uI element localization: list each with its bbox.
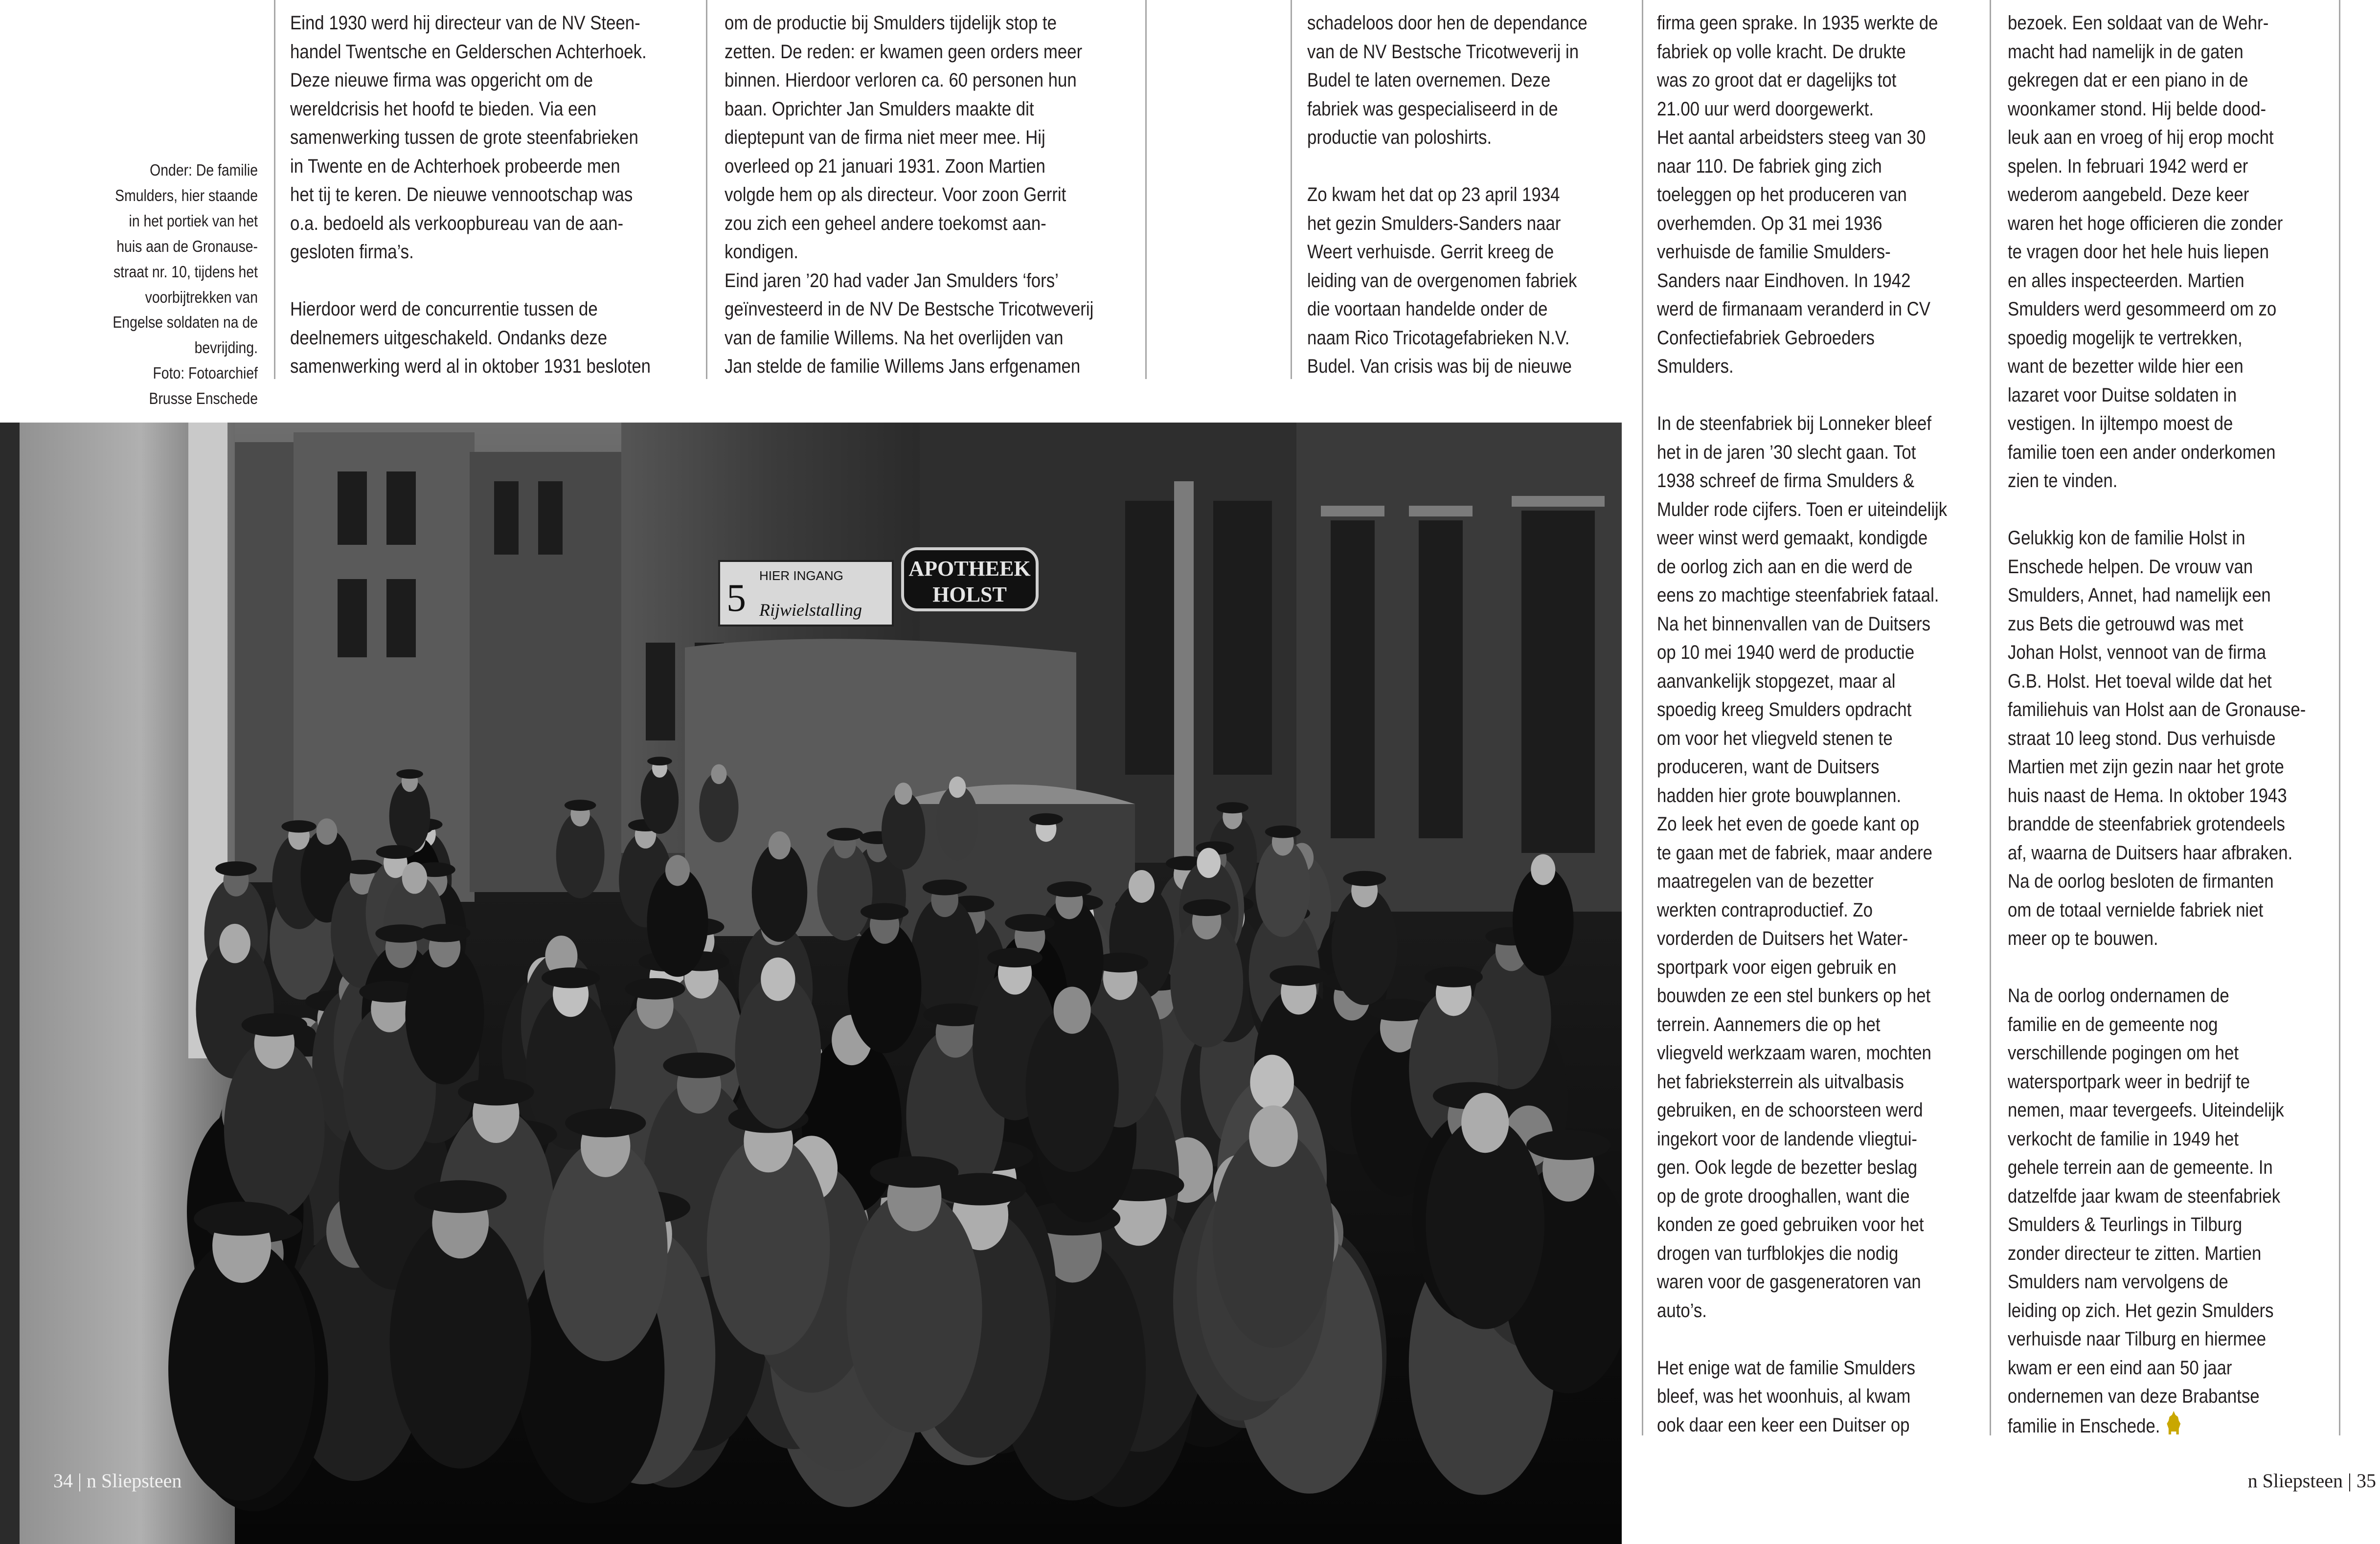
- person-head: [769, 831, 791, 859]
- text-line: straat 10 leeg stond. Dus verhuisde: [2008, 727, 2276, 749]
- hat: [1217, 802, 1248, 813]
- hat: [1029, 813, 1063, 825]
- person-head: [895, 783, 912, 805]
- text-line: ondernemen van deze Brabantse: [2008, 1386, 2260, 1407]
- text-line: vestigen. In ijltempo moest de: [2008, 413, 2233, 434]
- text-line: dieptepunt van de firma niet meer mee. Hij: [725, 127, 1045, 148]
- text-line: familie toen een ander onderkomen: [2008, 441, 2276, 463]
- person-head: [219, 924, 250, 963]
- hat: [565, 1109, 646, 1138]
- text-column-4: [1657, 9, 2048, 1439]
- text-line: het tij te keren. De nieuwe vennootschap was: [290, 184, 633, 205]
- text-line: leiding van de overgenomen fabriek: [1307, 269, 1577, 291]
- text-line: zetten. De reden: er kwamen geen orders meer: [725, 41, 1083, 63]
- bike-sign-main: Rijwielstalling: [759, 600, 862, 620]
- text-line: op 10 mei 1940 werd de productie: [1657, 642, 1915, 663]
- person-head: [1250, 1055, 1294, 1110]
- text-line: gesloten firma’s.: [290, 241, 414, 263]
- text-line: gen. Ook legde de bezetter beslag: [1657, 1157, 1918, 1178]
- text-line: familiehuis van Holst aan de Gronause-: [2008, 699, 2306, 720]
- caption-line: voorbijtrekken van: [145, 288, 258, 306]
- person-head: [1531, 854, 1555, 885]
- caption-line: Onder: De familie: [150, 161, 258, 179]
- text-line: naam Rico Tricotagefabrieken N.V.: [1307, 327, 1570, 349]
- text-line: konden ze goed gebruiken voor het: [1657, 1214, 1924, 1235]
- hat: [194, 1202, 290, 1236]
- text-line: waren het hoge officieren die zonder: [2008, 212, 2283, 234]
- text-line: om de productie bij Smulders tijdelijk stop te: [725, 12, 1057, 34]
- text-line: nemen, maar tevergeefs. Uiteindelijk: [2008, 1099, 2284, 1121]
- person-head: [1197, 848, 1221, 878]
- folio-left: 34 | n Sliepsteen: [53, 1470, 182, 1492]
- text-line: Mulder rode cijfers. Toen er uiteindelijk: [1657, 498, 1948, 520]
- text-line: baan. Oprichter Jan Smulders maakte dit: [725, 98, 1034, 120]
- text-line: Na de oorlog besloten de firmanten: [2008, 871, 2274, 892]
- text-line: het fabrieksterrein als uitvalbasis: [1657, 1071, 1904, 1093]
- text-line: macht had namelijk in de gaten: [2008, 41, 2244, 63]
- text-line: het in de jaren ’30 slecht gaan. Tot: [1657, 441, 1916, 463]
- text-line: zou zich een geheel andere toekomst aan-: [725, 212, 1046, 234]
- text-line: lazaret voor Duitse soldaten in: [2008, 384, 2237, 406]
- text-line: kondigen.: [725, 241, 798, 263]
- hat: [647, 757, 672, 765]
- street-crowd-photo: [0, 423, 1622, 1544]
- text-line: Smulders.: [1657, 356, 1734, 377]
- text-line-content: familie in Enschede.: [2008, 1415, 2160, 1437]
- person-head: [665, 855, 690, 886]
- text-line: G.B. Holst. Het toeval wilde dat het: [2008, 670, 2272, 692]
- text-line: kwam er een eind aan 50 jaar: [2008, 1357, 2232, 1379]
- text-line: Smulders & Teurlings in Tilburg: [2008, 1214, 2243, 1235]
- hat: [419, 924, 470, 942]
- hat: [923, 879, 967, 895]
- text-line: o.a. bedoeld als verkoopbureau van de aan-: [290, 212, 624, 234]
- text-line: leuk aan en vroeg of hij erop mocht: [2008, 127, 2274, 148]
- text-line: gebruiken, en de schoorsteen werd: [1657, 1099, 1923, 1121]
- hat: [376, 845, 415, 859]
- text-line: om voor het vliegveld stenen te: [1657, 727, 1893, 749]
- text-line: Confectiefabriek Gebroeders: [1657, 327, 1875, 349]
- text-line: samenwerking werd al in oktober 1931 besloten: [290, 356, 651, 377]
- person-head: [1054, 987, 1091, 1034]
- hat: [1343, 871, 1386, 886]
- bike-sign-number: 5: [726, 577, 746, 620]
- text-line: meer op te bouwen.: [2008, 928, 2158, 949]
- text-line: waren voor de gasgeneratoren van: [1657, 1271, 1921, 1293]
- text-line: huis naast de Hema. In oktober 1943: [2008, 784, 2287, 806]
- hat: [861, 903, 908, 920]
- hat: [870, 1156, 958, 1187]
- hat: [414, 1180, 507, 1213]
- hat: [1425, 966, 1483, 987]
- text-column-2: [725, 9, 1204, 381]
- text-line: geïnvesteerd in de NV De Bestsche Tricotweverij: [725, 298, 1094, 320]
- pharmacy-sign-line1: APOTHEEK: [908, 557, 1031, 581]
- text-line: Eind 1930 werd hij directeur van de NV Steen-: [290, 12, 640, 34]
- caption-line: Smulders, hier staande: [115, 186, 258, 204]
- text-line: Smulders nam vervolgens de: [2008, 1271, 2228, 1293]
- text-column-3: [1307, 9, 1689, 381]
- text-line: verhuisde de familie Smulders-: [1657, 241, 1891, 263]
- text-line: Zo kwam het dat op 23 april 1934: [1307, 184, 1560, 205]
- text-line: eens zo machtige steenfabriek fataal.: [1657, 584, 1939, 606]
- caption-line: Brusse Enschede: [149, 389, 258, 408]
- hat: [625, 978, 685, 1000]
- text-line: datzelfde jaar kwam de steenfabriek: [2008, 1185, 2281, 1207]
- text-line: terrein. Aannemers die op het: [1657, 1013, 1881, 1035]
- text-line: verhuisde naar Tilburg en hiermee: [2008, 1328, 2267, 1350]
- text-line: deelnemers uitgeschakeld. Ondanks deze: [290, 327, 608, 349]
- text-line: spoedig mogelijk te vertrekken,: [2008, 327, 2243, 349]
- text-line: drogen van turfblokjes die nodig: [1657, 1242, 1899, 1264]
- text-line: zonder directeur te zitten. Martien: [2008, 1242, 2262, 1264]
- lantern-tower-icon: [2165, 1411, 2182, 1434]
- text-line: 1938 schreef de firma Smulders &: [1657, 470, 1915, 492]
- hat: [1047, 881, 1091, 897]
- text-line: [2008, 495, 2331, 524]
- text-line: om de totaal vernielde fabriek niet: [2008, 899, 2264, 921]
- text-line: op de grote drooghallen, want die: [1657, 1185, 1910, 1207]
- text-line: 21.00 uur werd doorgewerkt.: [1657, 98, 1874, 120]
- text-line: af, waarna de Duitsers haar afbraken.: [2008, 842, 2293, 864]
- hat: [1183, 899, 1230, 916]
- text-line: binnen. Hierdoor verloren ca. 60 personen hun: [725, 69, 1077, 91]
- text-line: verkocht de familie in 1949 het: [2008, 1128, 2239, 1150]
- text-line: toeleggen op het produceren van: [1657, 184, 1907, 205]
- hat: [1526, 1130, 1611, 1160]
- text-line: sportpark voor eigen gebruik en: [1657, 956, 1897, 978]
- text-line: Enschede helpen. De vrouw van: [2008, 556, 2253, 578]
- caption-line: Engelse soldaten na de: [113, 313, 258, 332]
- text-line: watersportpark weer in bedrijf te: [2008, 1071, 2250, 1093]
- text-line: schadeloos door hen de dependance: [1307, 12, 1587, 34]
- caption-line: straat nr. 10, tijdens het: [113, 262, 258, 281]
- folio-right: n Sliepsteen | 35: [2247, 1470, 2376, 1492]
- text-line: Sanders naar Eindhoven. In 1942: [1657, 269, 1911, 291]
- text-line: Budel te laten overnemen. Deze: [1307, 69, 1551, 91]
- text-line: handel Twentsche en Gelderschen Achterhoek.: [290, 41, 647, 63]
- text-line: Johan Holst, vennoot van de firma: [2008, 642, 2267, 663]
- text-line: want de bezetter wilde hier een: [2008, 356, 2244, 377]
- caption-line: huis aan de Gronause-: [116, 237, 258, 255]
- text-line: Het enige wat de familie Smulders: [1657, 1357, 1916, 1379]
- text-line: van de NV Bestsche Tricotweverij in: [1307, 41, 1579, 63]
- text-line: in Twente en de Achterhoek probeerde men: [290, 155, 620, 177]
- text-line: de oorlog zich aan en die werd de: [1657, 556, 1913, 578]
- text-line: samenwerking tussen de grote steenfabrieken: [290, 127, 638, 148]
- street-scene-illustration: [0, 423, 1622, 1544]
- hat: [215, 861, 257, 876]
- caption-line: Foto: Fotoarchief: [153, 364, 258, 382]
- person-head: [1249, 1105, 1298, 1167]
- text-line: Na het binnenvallen van de Duitsers: [1657, 613, 1931, 635]
- pharmacy-sign: [903, 549, 1037, 610]
- person-head: [711, 764, 726, 784]
- text-line: die voortaan handelde onder de: [1307, 298, 1548, 320]
- text-line: [290, 267, 699, 295]
- text-line: werd de firmanaam veranderd in CV: [1657, 298, 1931, 320]
- text-line: ingekort voor de landende vliegtui-: [1657, 1128, 1918, 1150]
- text-line: Jan stelde de familie Willems Jans erfgenamen: [725, 356, 1081, 377]
- text-line: Zo leek het even de goede kant op: [1657, 813, 1919, 835]
- text-line: overhemden. Op 31 mei 1936: [1657, 212, 1882, 234]
- text-line: ook daar een keer een Duitser op: [1657, 1414, 1910, 1436]
- pharmacy-sign-line2: HOLST: [932, 582, 1007, 606]
- text-line: bouwden ze een stel bunkers op het: [1657, 985, 1931, 1007]
- text-line: Martien met zijn gezin naar het grote: [2008, 756, 2284, 778]
- text-line: brandde de steenfabriek grotendeels: [2008, 813, 2285, 835]
- text-line: In de steenfabriek bij Lonneker bleef: [1657, 413, 1932, 434]
- caption-line: in het portiek van het: [129, 211, 258, 230]
- text-column-5: [2008, 9, 2380, 1439]
- hat: [542, 967, 600, 988]
- text-line: van de familie Willems. Na het overlijden van: [725, 327, 1064, 349]
- text-line: Deze nieuwe firma was opgericht om de: [290, 69, 593, 91]
- hat: [987, 948, 1043, 967]
- text-line: te gaan met de fabriek, maar andere: [1657, 842, 1932, 864]
- text-line: gekregen dat er een piano in de: [2008, 69, 2248, 91]
- hat: [1265, 826, 1301, 838]
- hat: [242, 1013, 307, 1037]
- text-line: woonkamer stond. Hij belde dood-: [2008, 98, 2267, 120]
- text-line: volgde hem op als directeur. Voor zoon Gerrit: [725, 184, 1066, 205]
- person-head: [1461, 1093, 1509, 1153]
- caption-line: bevrijding.: [194, 338, 258, 357]
- text-line: aanvankelijk stopgezet, maar al: [1657, 670, 1896, 692]
- text-line: zien te vinden.: [2008, 470, 2118, 492]
- text-line: zus Bets die getrouwd was met: [2008, 613, 2244, 635]
- text-line: fabriek was gespecialiseerd in de: [1307, 98, 1558, 120]
- text-line: leiding op zich. Het gezin Smulders: [2008, 1299, 2274, 1321]
- text-line: Het aantal arbeidsters steeg van 30: [1657, 127, 1926, 148]
- hat: [663, 1052, 735, 1078]
- text-line: naar 110. De fabriek ging zich: [1657, 155, 1882, 177]
- text-column-1: [290, 9, 760, 381]
- hat: [827, 828, 863, 841]
- bike-storage-sign: [719, 561, 893, 626]
- text-line: wereldcrisis het hoofd te bieden. Via een: [290, 98, 597, 120]
- text-line: [2008, 953, 2331, 982]
- text-line: verschillende pogingen om het: [2008, 1042, 2239, 1064]
- hat: [458, 1078, 534, 1105]
- text-line: wederom aangebeld. Deze keer: [2008, 184, 2249, 205]
- text-line: firma geen sprake. In 1935 werkte de: [1657, 12, 1938, 34]
- text-line: Budel. Van crisis was bij de nieuwe: [1307, 356, 1572, 377]
- person-head: [317, 818, 338, 845]
- text-line: het gezin Smulders-Sanders naar: [1307, 212, 1561, 234]
- text-line: te vragen door het hele huis liepen: [2008, 241, 2269, 263]
- text-line: Gelukkig kon de familie Holst in: [2008, 527, 2245, 549]
- person-head: [402, 862, 427, 894]
- text-line: Smulders, Annet, had namelijk een: [2008, 584, 2271, 606]
- text-line: werkten contraproductief. Zo: [1657, 899, 1873, 921]
- person-head: [949, 777, 966, 798]
- text-line: en alles inspecteerden. Martien: [2008, 269, 2244, 291]
- text-line: familie en de gemeente nog: [2008, 1013, 2218, 1035]
- text-line: overleed op 21 januari 1931. Zoon Martien: [725, 155, 1045, 177]
- hat: [396, 769, 423, 779]
- hat: [281, 820, 316, 832]
- text-line: maatregelen van de bezetter: [1657, 871, 1874, 892]
- text-line: weer winst werd gemaakt, kondigde: [1657, 527, 1928, 549]
- text-line: Smulders werd gesommeerd om zo: [2008, 298, 2277, 320]
- column-rule: [1291, 0, 1292, 379]
- photo-caption: [3, 157, 258, 411]
- text-line: Hierdoor werd de concurrentie tussen de: [290, 298, 598, 320]
- bike-sign-small: HIER INGANG: [759, 568, 843, 583]
- person-head: [1129, 870, 1155, 903]
- text-line: auto’s.: [1657, 1299, 1707, 1321]
- text-line: bleef, was het woonhuis, al kwam: [1657, 1386, 1911, 1407]
- hat: [1005, 914, 1055, 932]
- hat: [565, 800, 596, 811]
- text-line: vliegveld werkzaam waren, mochten: [1657, 1042, 1931, 1064]
- column-rule: [274, 0, 275, 379]
- text-line: productie van poloshirts.: [1307, 127, 1492, 148]
- text-line: Na de oorlog ondernamen de: [2008, 985, 2229, 1007]
- text-line: spelen. In februari 1942 werd er: [2008, 155, 2248, 177]
- text-line: fabriek op volle kracht. De drukte: [1657, 41, 1906, 63]
- text-line: [1307, 152, 1639, 181]
- hat: [1269, 965, 1328, 986]
- person-head: [761, 958, 795, 1001]
- text-line: [2008, 1411, 2331, 1440]
- text-line: [1657, 381, 1997, 410]
- text-line: was zo groot dat er dagelijks tot: [1657, 69, 1897, 91]
- text-line: Weert verhuisde. Gerrit kreeg de: [1307, 241, 1554, 263]
- text-line: spoedig kreeg Smulders opdracht: [1657, 699, 1912, 720]
- text-line: gehele terrein aan de gemeente. In: [2008, 1157, 2273, 1178]
- text-line: Eind jaren ’20 had vader Jan Smulders ‘fors’: [725, 269, 1059, 291]
- text-line: [1657, 1325, 1997, 1354]
- text-line: produceren, want de Duitsers: [1657, 756, 1880, 778]
- text-line: hadden hier grote bouwplannen.: [1657, 784, 1902, 806]
- text-line: bezoek. Een soldaat van de Wehr-: [2008, 12, 2269, 34]
- text-line: vorderden de Duitsers het Water-: [1657, 928, 1908, 949]
